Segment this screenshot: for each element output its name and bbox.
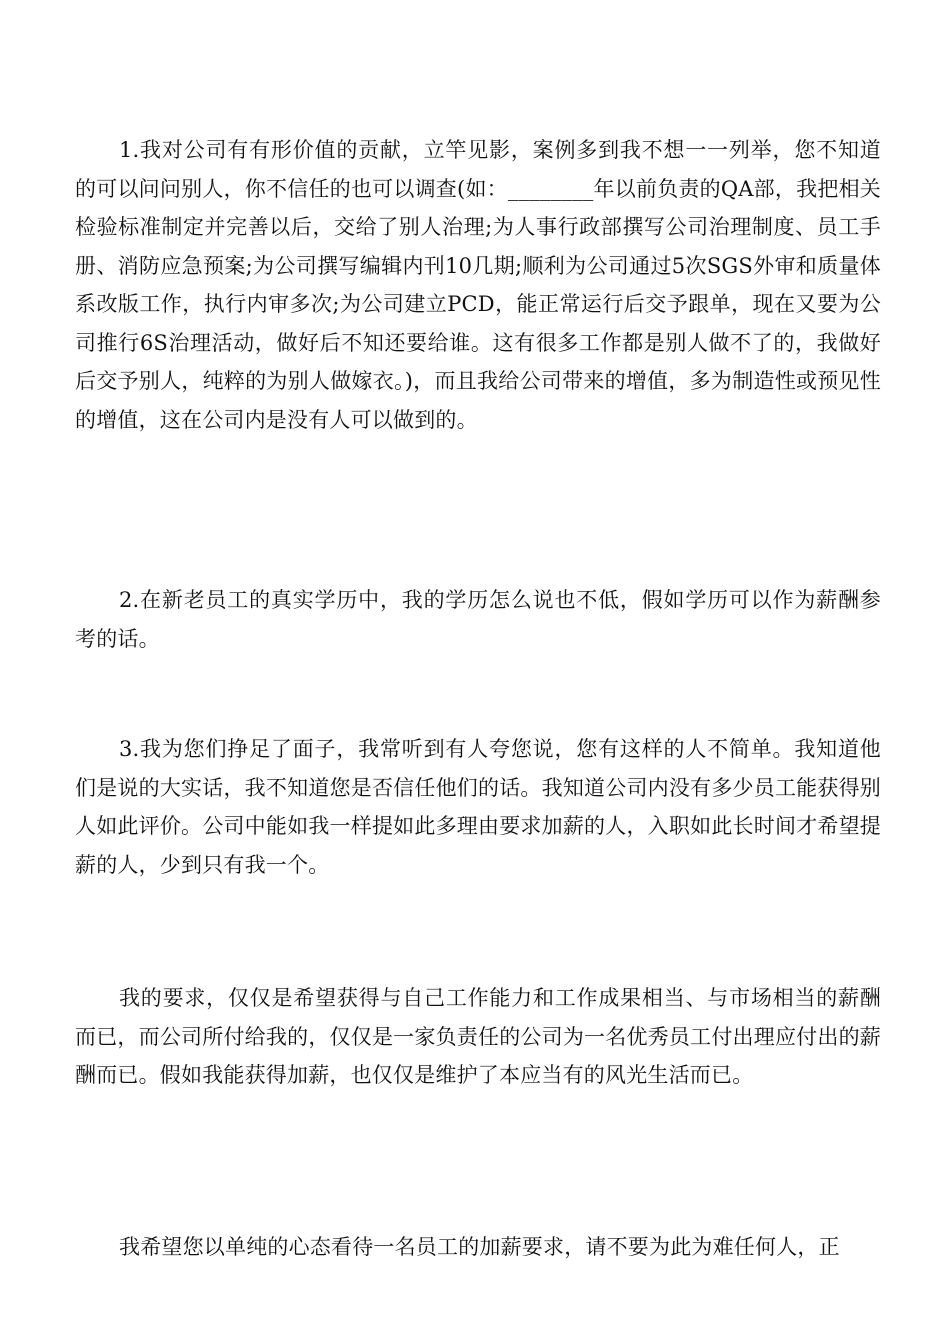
paragraph-request: 我的要求，仅仅是希望获得与自己工作能力和工作成果相当、与市场相当的薪酬而已，而公司所付给我的，仅仅是一家负责任的公司为一名优秀员工付出理应付出的薪酬而已。假如我能获得加薪，也仅仅是维护了本应当有的风光生活而已。 [75,986,881,1087]
paragraph-education: 2.在新老员工的真实学历中，我的学历怎么说也不低，假如学历可以作为薪酬参考的话。 [75,588,881,651]
paragraph-closing: 我希望您以单纯的心态看待一名员工的加薪要求，请不要为此为难任何人，正 [119,1235,840,1259]
paragraph-reputation: 3.我为您们挣足了面子，我常听到有人夸您说，您有这样的人不简单。我知道他们是说的大实话，我不知道您是否信任他们的话。我知道公司内没有多少员工能获得别人如此评价。公司中能如我一样提如此多理由要求加薪的人，入职如此长时间才希望提薪的人，少到只有我一个。 [75,737,881,877]
paragraph-contribution: 1.我对公司有有形价值的贡献，立竿见影，案例多到我不想一一列举，您不知道的可以问问别人，你不信任的也可以调查(如：________年以前负责的QA部，我把相关检验标准制定并完善以后，交给了别人治理;为人事行政部撰写公司治理制度、员工手册、消防应急预案;为公司撰写编辑内刊10几期;顺利为公司通过5次SGS外审和质量体系改版工作，执行内审多次;为公司建立PCD，能正常运行后交予跟单，现在又要为公司推行6S治理活动，做好后不知还要给谁。这有很多工作都是别人做不了的，我做好后交予别人，纯粹的为别人做嫁衣。)，而且我给公司带来的增值，多为制造性或预见性的增值，这在公司内是没有人可以做到的。 [75,138,881,432]
